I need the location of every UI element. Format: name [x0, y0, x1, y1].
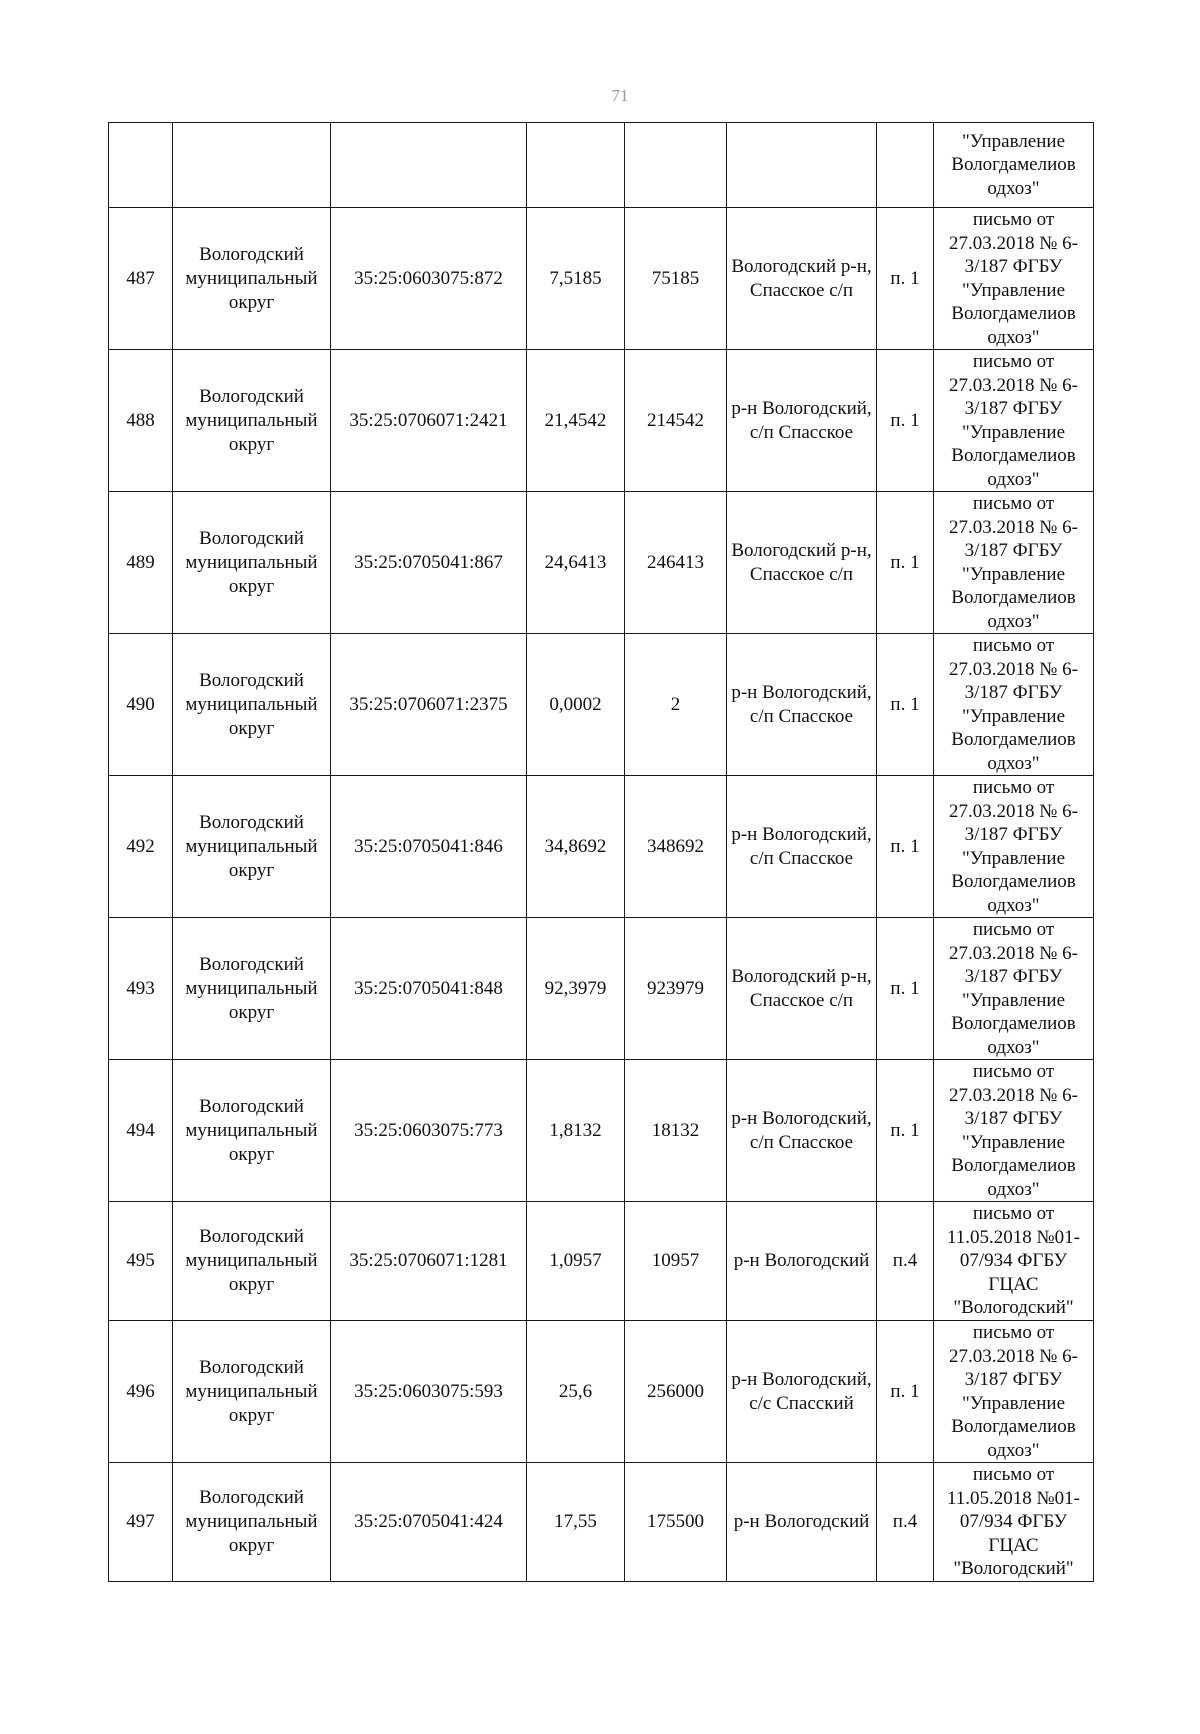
cell-note: письмо от 27.03.2018 № 6-3/187 ФГБУ "Управление Вологдамелиов одхоз": [934, 634, 1094, 776]
cell-num: 495: [109, 1202, 173, 1321]
cell-num: 494: [109, 1060, 173, 1202]
cell-num: 497: [109, 1463, 173, 1582]
cell-district: Вологодский муниципальный округ: [173, 1202, 331, 1321]
cell-clause: п. 1: [877, 1060, 934, 1202]
cell-clause: п. 1: [877, 918, 934, 1060]
cell-cadastral: 35:25:0705041:848: [331, 918, 527, 1060]
table-row: [109, 634, 1094, 776]
cell-location: р-н Вологодский: [727, 1202, 877, 1321]
cell-clause: п. 1: [877, 776, 934, 918]
cell-area-m2: 214542: [625, 350, 727, 492]
cell-area-ha: 21,4542: [527, 350, 625, 492]
cell-cadastral: 35:25:0706071:2421: [331, 350, 527, 492]
cell-clause: п. 1: [877, 634, 934, 776]
cell-cadastral: [331, 123, 527, 208]
cell-area-ha: 7,5185: [527, 208, 625, 350]
cell-num: 487: [109, 208, 173, 350]
cell-area-m2: [625, 123, 727, 208]
cell-district: Вологодский муниципальный округ: [173, 208, 331, 350]
cell-note: "Управление Вологдамелиов одхоз": [934, 123, 1094, 208]
cell-location: Вологодский р-н, Спасское с/п: [727, 918, 877, 1060]
cell-district: [173, 123, 331, 208]
cell-cadastral: 35:25:0603075:593: [331, 1321, 527, 1463]
cell-district: Вологодский муниципальный округ: [173, 350, 331, 492]
table-row: [109, 918, 1094, 1060]
cell-district: Вологодский муниципальный округ: [173, 918, 331, 1060]
table-row: [109, 1060, 1094, 1202]
land-register-table: [108, 122, 1094, 1582]
cell-cadastral: 35:25:0705041:424: [331, 1463, 527, 1582]
cell-note: письмо от 27.03.2018 № 6-3/187 ФГБУ "Управление Вологдамелиов одхоз": [934, 350, 1094, 492]
cell-cadastral: 35:25:0705041:867: [331, 492, 527, 634]
cell-clause: [877, 123, 934, 208]
page-number: 71: [611, 86, 629, 105]
cell-num: [109, 123, 173, 208]
cell-note: письмо от 27.03.2018 № 6-3/187 ФГБУ "Управление Вологдамелиов одхоз": [934, 1060, 1094, 1202]
cell-district: Вологодский муниципальный округ: [173, 776, 331, 918]
cell-num: 493: [109, 918, 173, 1060]
cell-district: Вологодский муниципальный округ: [173, 492, 331, 634]
cell-area-m2: 2: [625, 634, 727, 776]
continuation-row: [109, 123, 1094, 208]
cell-district: Вологодский муниципальный округ: [173, 1060, 331, 1202]
cell-area-m2: 256000: [625, 1321, 727, 1463]
table-row: [109, 492, 1094, 634]
cell-location: [727, 123, 877, 208]
cell-location: Вологодский р-н, Спасское с/п: [727, 208, 877, 350]
cell-district: Вологодский муниципальный округ: [173, 1321, 331, 1463]
cell-area-ha: 17,55: [527, 1463, 625, 1582]
cell-area-m2: 348692: [625, 776, 727, 918]
cell-num: 496: [109, 1321, 173, 1463]
cell-cadastral: 35:25:0705041:846: [331, 776, 527, 918]
cell-cadastral: 35:25:0706071:1281: [331, 1202, 527, 1321]
cell-note: письмо от 11.05.2018 №01-07/934 ФГБУ ГЦАС "Вологодский": [934, 1463, 1094, 1582]
cell-area-ha: 1,0957: [527, 1202, 625, 1321]
cell-location: Вологодский р-н, Спасское с/п: [727, 492, 877, 634]
cell-area-m2: 923979: [625, 918, 727, 1060]
cell-area-m2: 10957: [625, 1202, 727, 1321]
cell-district: Вологодский муниципальный округ: [173, 1463, 331, 1582]
cell-clause: п.4: [877, 1202, 934, 1321]
cell-area-m2: 175500: [625, 1463, 727, 1582]
table-row: [109, 208, 1094, 350]
table-row: [109, 1463, 1094, 1582]
cell-note: письмо от 27.03.2018 № 6-3/187 ФГБУ "Управление Вологдамелиов одхоз": [934, 492, 1094, 634]
table-row: [109, 1321, 1094, 1463]
cell-note: письмо от 27.03.2018 № 6-3/187 ФГБУ "Управление Вологдамелиов одхоз": [934, 776, 1094, 918]
cell-location: р-н Вологодский, с/с Спасский: [727, 1321, 877, 1463]
cell-area-ha: [527, 123, 625, 208]
cell-clause: п. 1: [877, 350, 934, 492]
cell-area-ha: 34,8692: [527, 776, 625, 918]
cell-area-ha: 0,0002: [527, 634, 625, 776]
cell-cadastral: 35:25:0603075:872: [331, 208, 527, 350]
table-row: [109, 776, 1094, 918]
cell-num: 490: [109, 634, 173, 776]
cell-clause: п. 1: [877, 1321, 934, 1463]
cell-clause: п.4: [877, 1463, 934, 1582]
cell-num: 492: [109, 776, 173, 918]
cell-area-ha: 92,3979: [527, 918, 625, 1060]
cell-location: р-н Вологодский, с/п Спасское: [727, 1060, 877, 1202]
cell-location: р-н Вологодский, с/п Спасское: [727, 776, 877, 918]
cell-location: р-н Вологодский: [727, 1463, 877, 1582]
cell-clause: п. 1: [877, 208, 934, 350]
cell-area-m2: 246413: [625, 492, 727, 634]
cell-note: письмо от 27.03.2018 № 6-3/187 ФГБУ "Управление Вологдамелиов одхоз": [934, 1321, 1094, 1463]
cell-area-m2: 75185: [625, 208, 727, 350]
cell-area-ha: 24,6413: [527, 492, 625, 634]
cell-note: письмо от 27.03.2018 № 6-3/187 ФГБУ "Управление Вологдамелиов одхоз": [934, 918, 1094, 1060]
cell-location: р-н Вологодский, с/п Спасское: [727, 634, 877, 776]
table-row: [109, 1202, 1094, 1321]
table-row: [109, 350, 1094, 492]
cell-district: Вологодский муниципальный округ: [173, 634, 331, 776]
cell-clause: п. 1: [877, 492, 934, 634]
cell-area-ha: 1,8132: [527, 1060, 625, 1202]
cell-area-ha: 25,6: [527, 1321, 625, 1463]
cell-cadastral: 35:25:0603075:773: [331, 1060, 527, 1202]
cell-note: письмо от 11.05.2018 №01-07/934 ФГБУ ГЦАС "Вологодский": [934, 1202, 1094, 1321]
cell-area-m2: 18132: [625, 1060, 727, 1202]
cell-num: 489: [109, 492, 173, 634]
cell-num: 488: [109, 350, 173, 492]
cell-cadastral: 35:25:0706071:2375: [331, 634, 527, 776]
cell-location: р-н Вологодский, с/п Спасское: [727, 350, 877, 492]
cell-note: письмо от 27.03.2018 № 6-3/187 ФГБУ "Управление Вологдамелиов одхоз": [934, 208, 1094, 350]
